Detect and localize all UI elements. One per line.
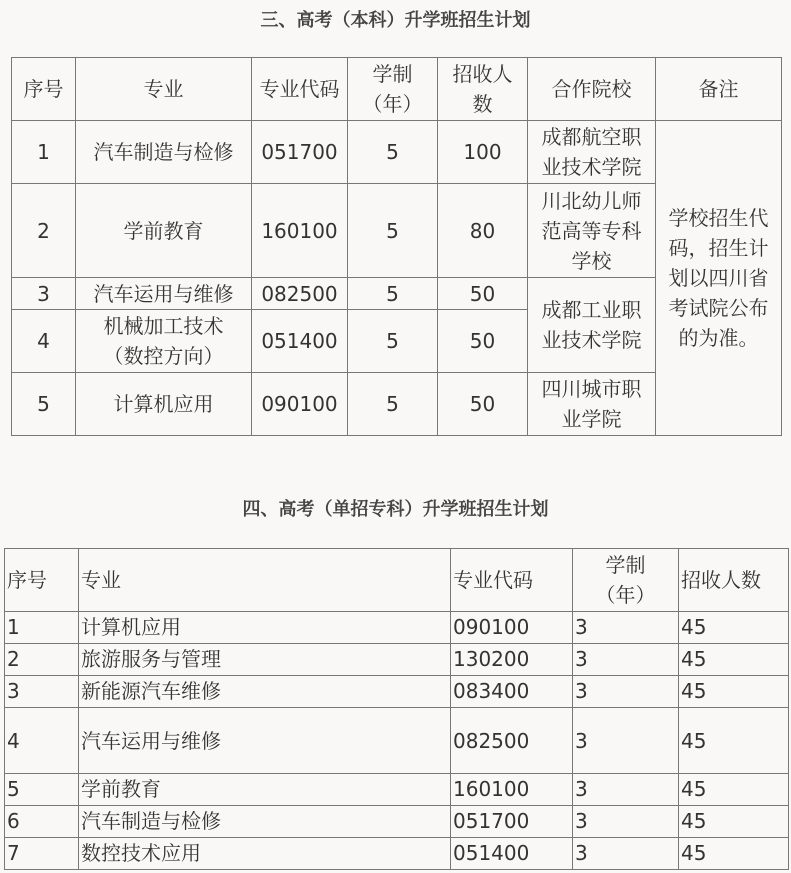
cell-no: 5: [5, 774, 79, 806]
cell-major: 汽车制造与检修: [76, 121, 252, 184]
cell-no: 4: [12, 310, 76, 373]
cell-partner: 成都航空职业技术学院: [528, 121, 656, 184]
cell-no: 2: [5, 644, 79, 676]
undergrad-plan-table: [11, 57, 782, 436]
cell-enroll: 50: [438, 278, 528, 310]
cell-major: 旅游服务与管理: [79, 644, 451, 676]
cell-no: 3: [12, 278, 76, 310]
header-years: 学制（年）: [348, 58, 438, 121]
cell-code: 051400: [451, 838, 573, 870]
cell-years: 3: [573, 774, 679, 806]
cell-code: 051700: [252, 121, 348, 184]
table-row: [5, 676, 789, 708]
header-years: 学制（年）: [573, 549, 679, 612]
cell-major: 数控技术应用: [79, 838, 451, 870]
cell-no: 4: [5, 708, 79, 774]
cell-code: 090100: [252, 373, 348, 436]
cell-enroll: 45: [679, 612, 789, 644]
cell-enroll: 50: [438, 310, 528, 373]
cell-enroll: 100: [438, 121, 528, 184]
cell-code: 082500: [451, 708, 573, 774]
cell-code: 083400: [451, 676, 573, 708]
cell-no: 5: [12, 373, 76, 436]
cell-major: 汽车运用与维修: [79, 708, 451, 774]
header-remark: 备注: [656, 58, 782, 121]
header-code: 专业代码: [451, 549, 573, 612]
header-partner: 合作院校: [528, 58, 656, 121]
cell-enroll: 45: [679, 644, 789, 676]
cell-code: 051400: [252, 310, 348, 373]
cell-years: 3: [573, 644, 679, 676]
cell-years: 3: [573, 838, 679, 870]
cell-enroll: 45: [679, 838, 789, 870]
cell-enroll: 80: [438, 184, 528, 278]
section4-title: 四、高考（单招专科）升学班招生计划: [242, 499, 549, 520]
cell-no: 1: [12, 121, 76, 184]
header-enroll: 招收人数: [438, 58, 528, 121]
header-code: 专业代码: [252, 58, 348, 121]
cell-no: 7: [5, 838, 79, 870]
cell-enroll: 45: [679, 774, 789, 806]
cell-major: 计算机应用: [76, 373, 252, 436]
cell-years: 3: [573, 806, 679, 838]
cell-major: 机械加工技术（数控方向）: [76, 310, 252, 373]
header-no: 序号: [12, 58, 76, 121]
cell-major: 学前教育: [79, 774, 451, 806]
cell-major: 汽车运用与维修: [76, 278, 252, 310]
header-major: 专业: [79, 549, 451, 612]
header-enroll: 招收人数: [679, 549, 789, 612]
cell-years: 5: [348, 373, 438, 436]
cell-no: 6: [5, 806, 79, 838]
section3-title: 三、高考（本科）升学班招生计划: [260, 10, 531, 31]
table-row: [5, 644, 789, 676]
cell-years: 5: [348, 184, 438, 278]
table-header-row: [12, 58, 782, 121]
cell-no: 3: [5, 676, 79, 708]
header-major: 专业: [76, 58, 252, 121]
cell-partner: 川北幼儿师范高等专科学校: [528, 184, 656, 278]
header-no: 序号: [5, 549, 79, 612]
cell-code: 130200: [451, 644, 573, 676]
cell-years: 3: [573, 612, 679, 644]
cell-no: 1: [5, 612, 79, 644]
table-header-row: [5, 549, 789, 612]
cell-partner: 成都工业职业技术学院: [528, 278, 656, 373]
cell-code: 160100: [252, 184, 348, 278]
cell-years: 3: [573, 708, 679, 774]
cell-years: 3: [573, 676, 679, 708]
cell-remark: 学校招生代码，招生计划以四川省考试院公布的为准。: [656, 121, 782, 436]
cell-code: 051700: [451, 806, 573, 838]
cell-enroll: 45: [679, 708, 789, 774]
cell-years: 5: [348, 121, 438, 184]
cell-code: 090100: [451, 612, 573, 644]
cell-major: 计算机应用: [79, 612, 451, 644]
cell-code: 082500: [252, 278, 348, 310]
table-row: [5, 612, 789, 644]
vocational-plan-table: [4, 548, 789, 870]
cell-years: 5: [348, 310, 438, 373]
cell-major: 新能源汽车维修: [79, 676, 451, 708]
table-row: [5, 806, 789, 838]
cell-major: 汽车制造与检修: [79, 806, 451, 838]
cell-years: 5: [348, 278, 438, 310]
table-row: [5, 838, 789, 870]
cell-enroll: 45: [679, 676, 789, 708]
cell-partner: 四川城市职业学院: [528, 373, 656, 436]
table-row: [12, 121, 782, 184]
cell-major: 学前教育: [76, 184, 252, 278]
cell-no: 2: [12, 184, 76, 278]
cell-code: 160100: [451, 774, 573, 806]
cell-enroll: 50: [438, 373, 528, 436]
table-row: [5, 774, 789, 806]
table-row: [5, 708, 789, 774]
cell-enroll: 45: [679, 806, 789, 838]
